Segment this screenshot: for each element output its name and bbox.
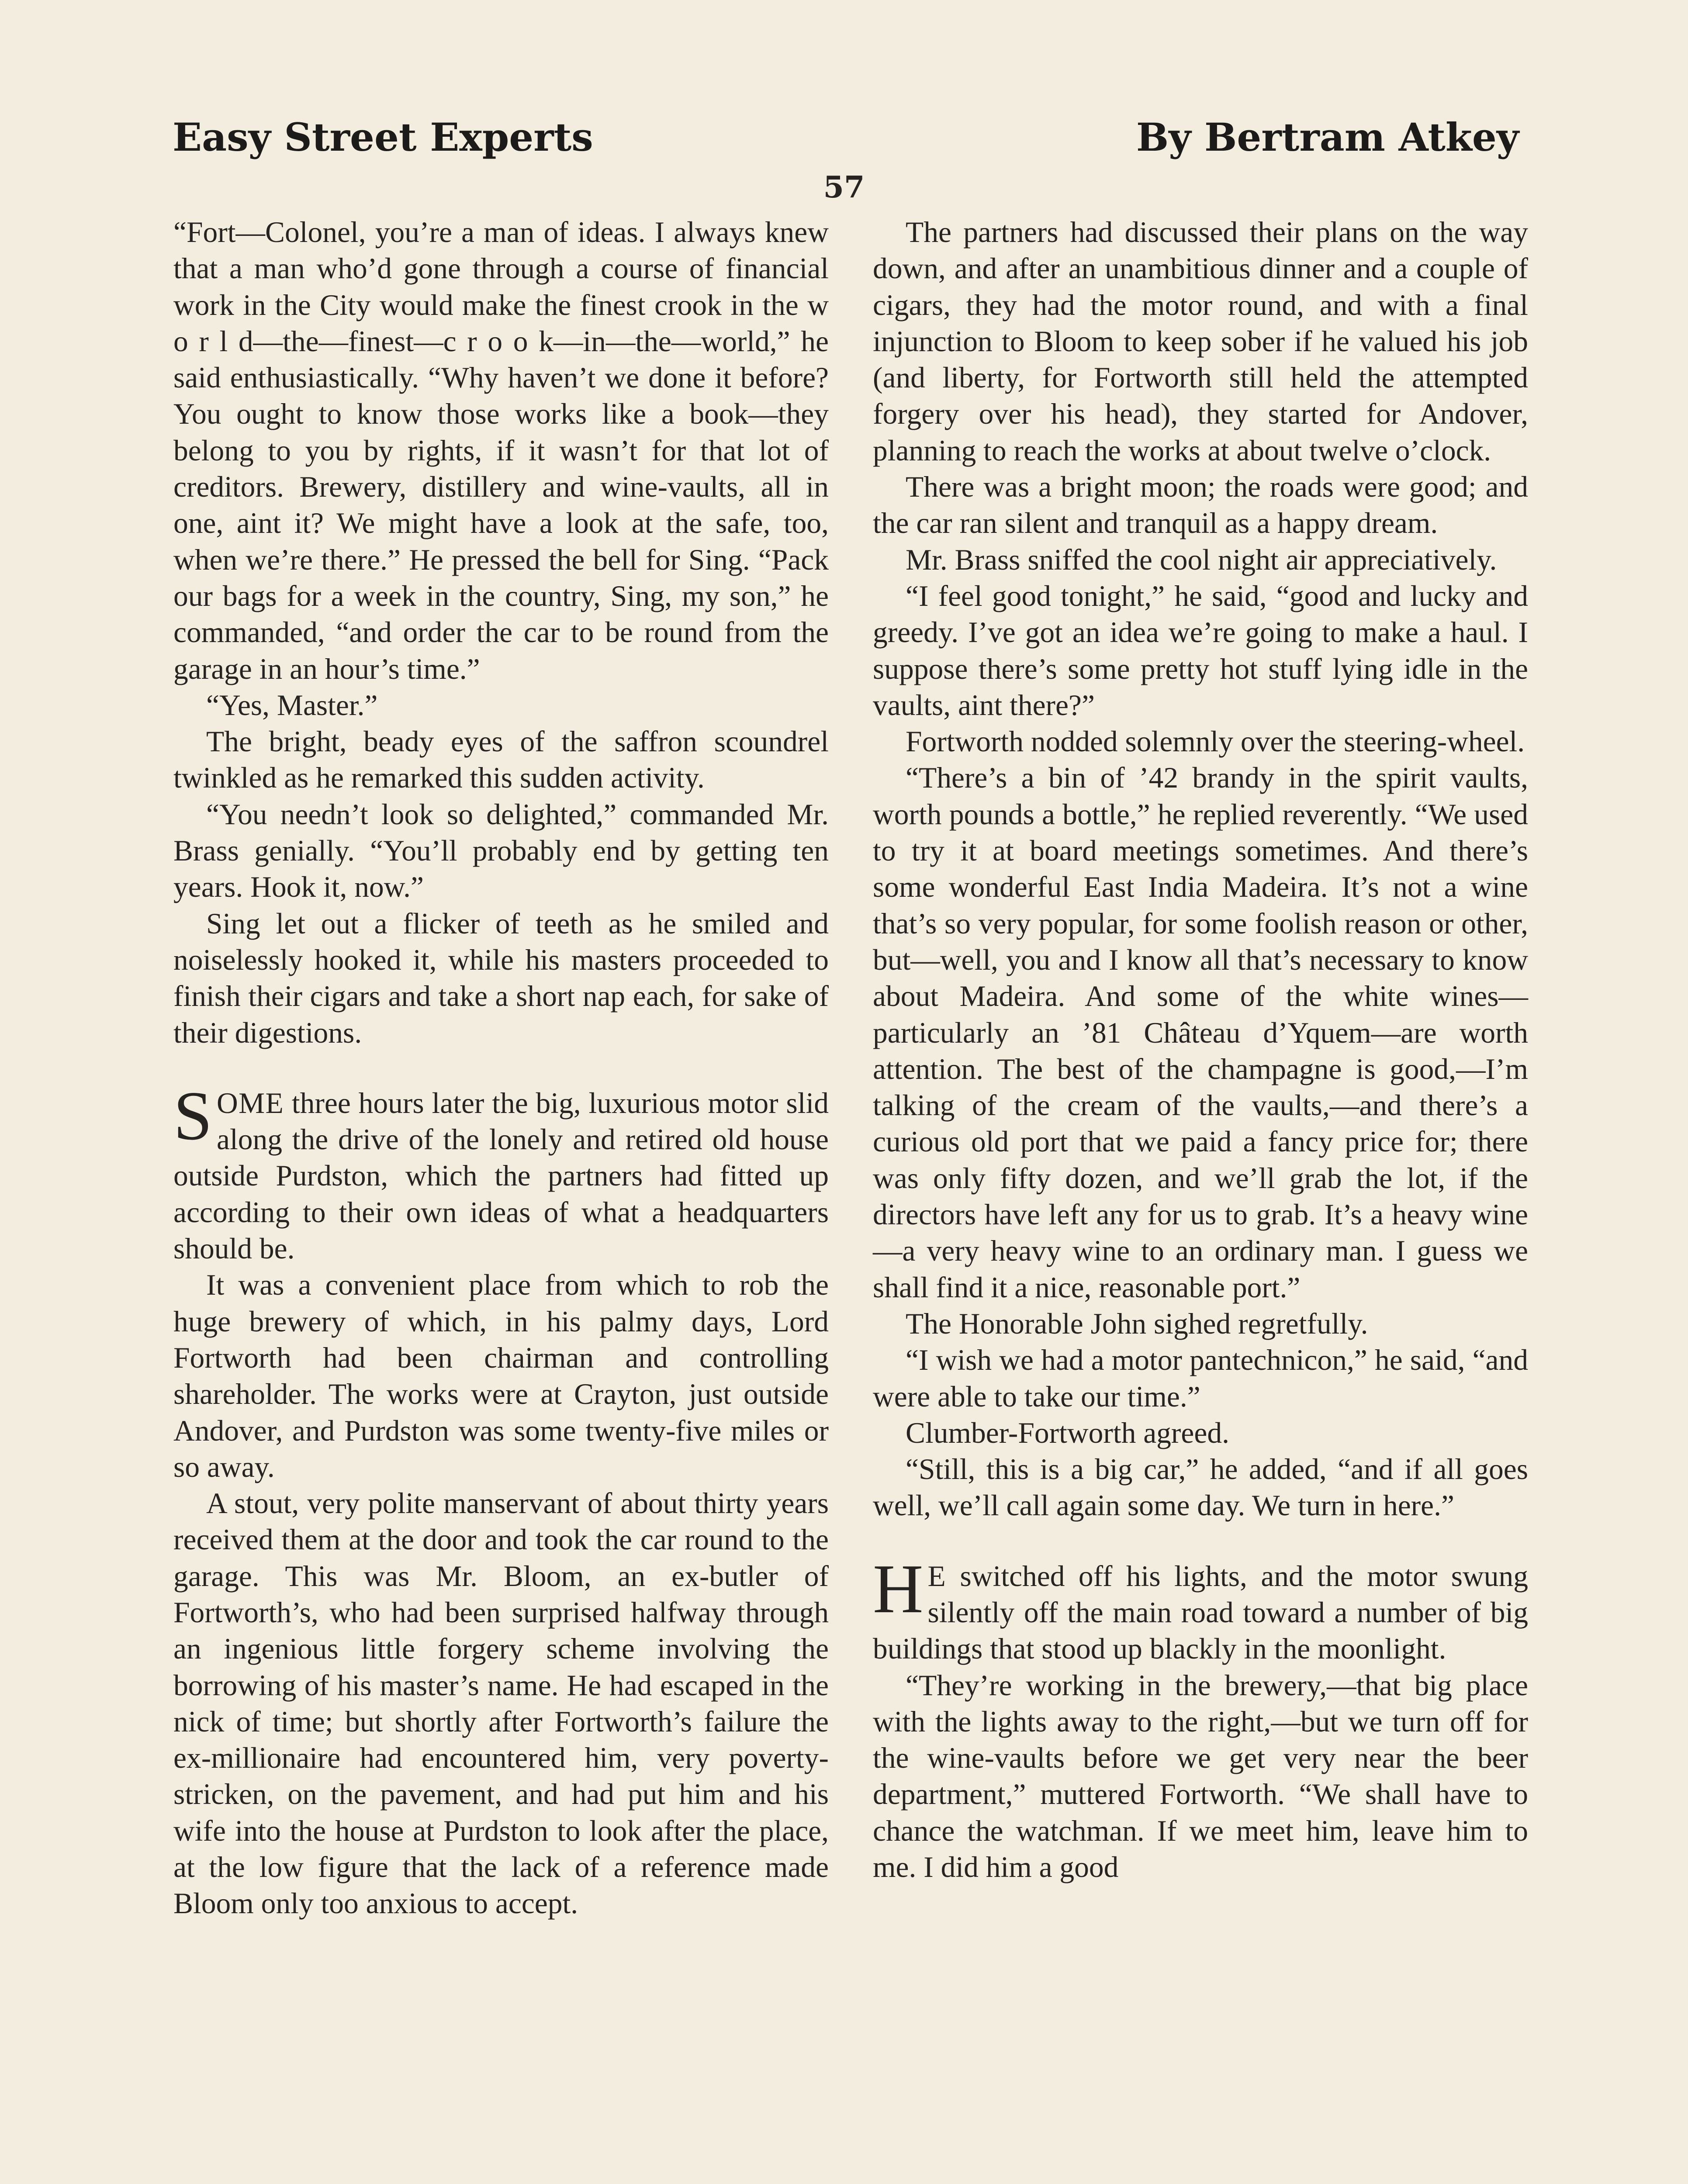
paragraph: “They’re working in the brewery,—that big place with the lights away to the right,—but we turn off for the wine-vaults before we get very near the beer department,” muttered Fortworth. “We shall have to chance the watchman. If we meet him, leave him to me. I did him a good	[873, 1669, 1528, 1884]
paragraph: “I wish we had a motor pantechnicon,” he said, “and were able to take our time.”	[873, 1344, 1528, 1413]
paragraph: Fortworth nodded solemnly over the steering-wheel.	[906, 725, 1525, 758]
paragraph: A stout, very polite manservant of about thirty years received them at the door and took the car round to the garage. This was Mr. Bloom, an ex-butler of Fortworth’s, who had been surprised halfway through an ingenious little forgery scheme involving the borrowing of his master’s name. He had escaped in the nick of time; but shortly after Fortworth’s failure the ex-millionaire had encountered him, very poverty-stricken, on the pavement, and had put him and his wife into the house at Purdston to look after the place, at the low figure that the lack of a reference made Bloom only too anxious to accept.	[173, 1487, 829, 1920]
paragraph-text: three hours later the big, luxurious motor slid along the drive of the lonely and retired old house outside Purdston, which the partners had fitted up according to their own ideas of what a headquarters should be.	[173, 1086, 829, 1265]
right-column	[873, 214, 1528, 1885]
left-column	[173, 214, 829, 1922]
section-opening-paragraph	[173, 1076, 829, 1267]
paragraph: “Fort—Colonel, you’re a man of ideas. I always knew that a man who’d gone through a course of financial work in the City would make the finest crook in the w o r l d—the—finest—c r o o k—in—the—world,” he said enthusiastically. “Why haven’t we done it before? You ought to know those works like a book—they belong to you by rights, if it wasn’t for that lot of creditors. Brewery, distillery and wine-vaults, all in one, aint it? We might have a look at the safe, too, when we’re there.” He pressed the bell for Sing. “Pack our bags for a week in the country, Sing, my son,” he commanded, “and order the car to be round from the garage in an hour’s time.”	[173, 216, 829, 685]
section-opening-paragraph	[873, 1549, 1528, 1667]
story-title: Easy Street Experts	[173, 114, 593, 160]
paragraph: Sing let out a flicker of teeth as he smiled and noiselessly hooked it, while his masters proceeded to finish their cigars and take a short nap each, for sake of their digestions.	[173, 907, 829, 1049]
paragraph: It was a convenient place from which to rob the huge brewery of which, in his palmy days, Lord Fortworth had been chairman and controlling shareholder. The works were at Crayton, just outside Andover, and Purdston was some twenty-five miles or so away.	[173, 1268, 829, 1483]
paragraph: Mr. Brass sniffed the cool night air appreciatively.	[906, 543, 1497, 576]
paragraph: Clumber-Fortworth agreed.	[906, 1416, 1229, 1449]
drop-cap: H	[873, 1549, 924, 1628]
paragraph: “There’s a bin of ’42 brandy in the spirit vaults, worth pounds a bottle,” he replied reverently. “We used to try it at board meetings sometimes. And there’s some wonderful East India Madeira. It’s not a wine that’s so very popular, for some foolish reason or other, but—well, you and I know all that’s necessary to know about Madeira. And some of the white wines—particularly an ’81 Château d’Yquem—are worth attention. The best of the champagne is good,—I’m talking of the cream of the vaults,—and there’s a curious old port that we paid a fancy price for; there was only fifty dozen, and we’ll grab the lot, if the directors have left any for us to grab. It’s a heavy wine—a very heavy wine to an ordinary man. I guess we shall find it a nice, reasonable port.”	[873, 761, 1528, 1304]
paragraph: There was a bright moon; the roads were good; and the car ran silent and tranquil as a happy dream.	[873, 470, 1528, 540]
paragraph: “Still, this is a big car,” he added, “and if all goes well, we’ll call again some day. We turn in here.”	[873, 1453, 1528, 1522]
page-number: 57	[823, 170, 865, 205]
author-byline: By Bertram Atkey	[1136, 114, 1519, 160]
paragraph: The bright, beady eyes of the saffron scoundrel twinkled as he remarked this sudden activity.	[173, 725, 829, 795]
paragraph: “I feel good tonight,” he said, “good and lucky and greedy. I’ve got an idea we’re going to make a haul. I suppose there’s some pretty hot stuff lying idle in the vaults, aint there?”	[873, 579, 1528, 722]
paragraph: “You needn’t look so delighted,” commanded Mr. Brass genially. “You’ll probably end by getting ten years. Hook it, now.”	[173, 798, 829, 904]
paragraph: The partners had discussed their plans on the way down, and after an unambitious dinner and a couple of cigars, they had the motor round, and with a final injunction to Bloom to keep sober if he valued his job (and liberty, for Fortworth still held the attempted forgery over his head), they started for Andover, planning to reach the works at about twelve o’clock.	[873, 216, 1528, 467]
lead-in-caps: E	[927, 1559, 947, 1593]
drop-cap: S	[173, 1076, 212, 1154]
paragraph: The Honorable John sighed regretfully.	[906, 1307, 1368, 1340]
paragraph: “Yes, Master.”	[206, 688, 378, 722]
lead-in-caps: OME	[216, 1086, 284, 1120]
paragraph-text: switched off his lights, and the motor swung silently off the main road toward a number of big buildings that stood up blackly in the moonlight.	[873, 1559, 1528, 1666]
